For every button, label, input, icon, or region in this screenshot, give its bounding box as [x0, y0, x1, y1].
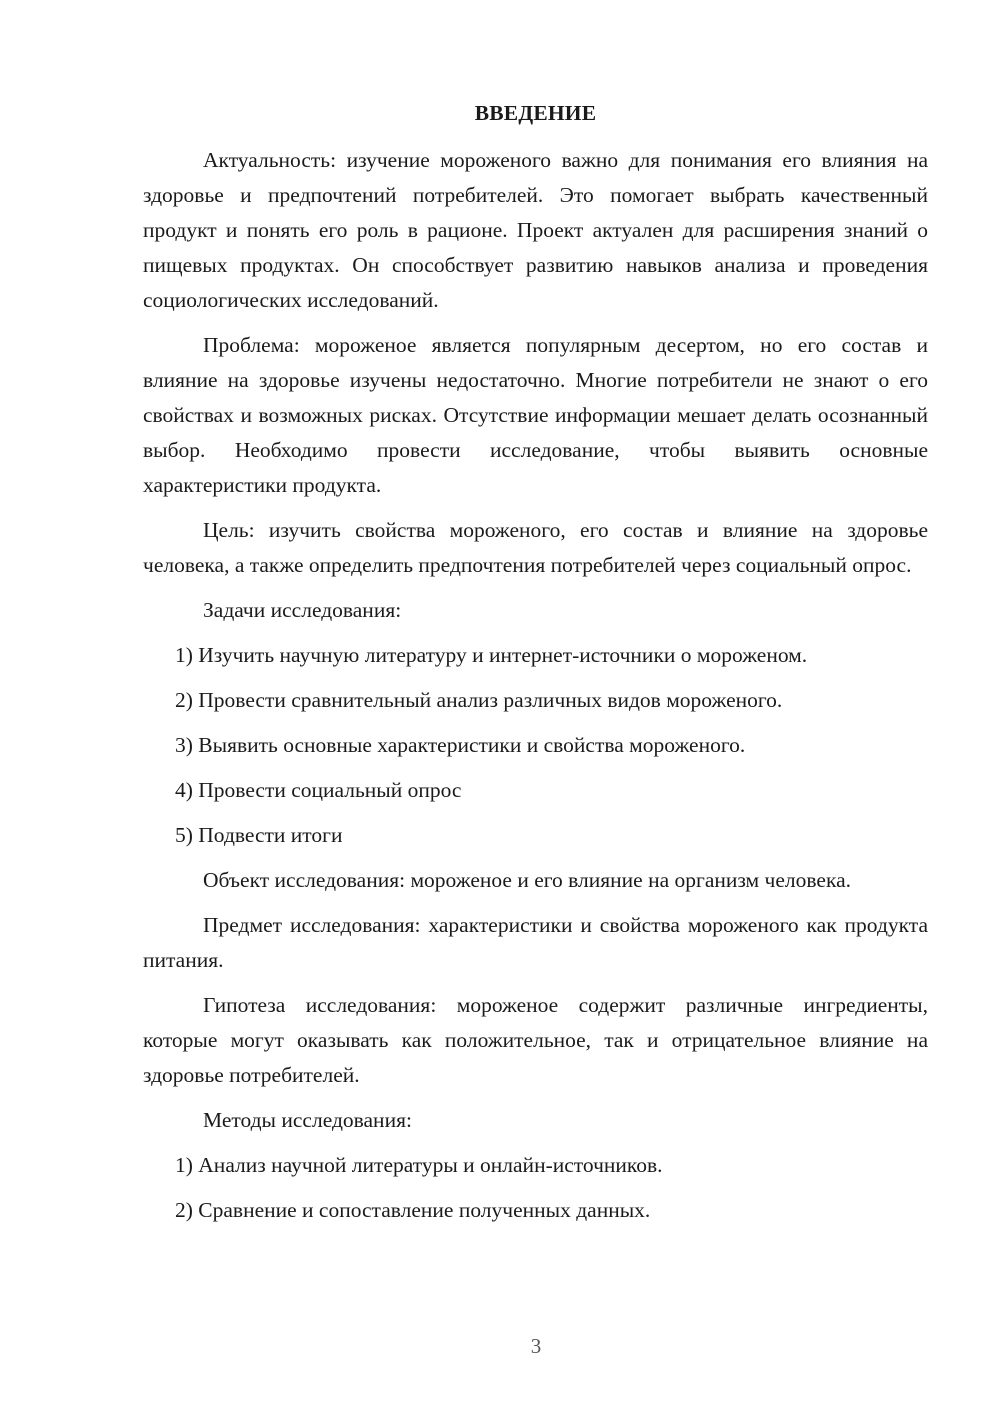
tasks-heading: Задачи исследования: — [203, 598, 402, 622]
relevance-paragraph: Актуальность: изучение мороженого важно для понимания его влияния на здоровье и предпочтений потребителей. Это помогает выбрать качественный продукт и понять его роль в рационе. Проект актуален для расширения знаний о пищевых продуктах. Он способствует развитию навыков анализа и проведения социологических исследований. — [143, 148, 928, 312]
page-content — [143, 96, 928, 1238]
methods-heading: Методы исследования: — [203, 1108, 412, 1132]
methods-list — [143, 1148, 928, 1228]
list-item: 5) Подвести итоги — [175, 823, 343, 847]
subject-paragraph: Предмет исследования: характеристики и свойства мороженого как продукта питания. — [143, 913, 928, 972]
goal-paragraph: Цель: изучить свойства мороженого, его состав и влияние на здоровье человека, а также определить предпочтения потребителей через социальный опрос. — [143, 518, 928, 577]
list-item: 4) Провести социальный опрос — [175, 778, 462, 802]
page-title: ВВЕДЕНИЕ — [474, 101, 597, 125]
list-item: 1) Анализ научной литературы и онлайн-источников. — [175, 1153, 663, 1177]
page-number: 3 — [530, 1334, 542, 1358]
list-item: 2) Сравнение и сопоставление полученных данных. — [175, 1198, 651, 1222]
list-item: 3) Выявить основные характеристики и свойства мороженого. — [175, 733, 746, 757]
hypothesis-paragraph: Гипотеза исследования: мороженое содержит различные ингредиенты, которые могут оказывать как положительное, так и отрицательное влияние на здоровье потребителей. — [143, 993, 928, 1087]
problem-paragraph: Проблема: мороженое является популярным десертом, но его состав и влияние на здоровье изучены недостаточно. Многие потребители не знают о его свойствах и возможных рисках. Отсутствие информации мешает делать осознанный выбор. Необходимо провести исследование, чтобы выявить основные характеристики продукта. — [143, 333, 928, 497]
tasks-list — [143, 638, 928, 853]
list-item: 2) Провести сравнительный анализ различных видов мороженого. — [175, 688, 783, 712]
object-paragraph: Объект исследования: мороженое и его влияние на организм человека. — [203, 868, 851, 892]
list-item: 1) Изучить научную литературу и интернет-источники о мороженом. — [175, 643, 808, 667]
